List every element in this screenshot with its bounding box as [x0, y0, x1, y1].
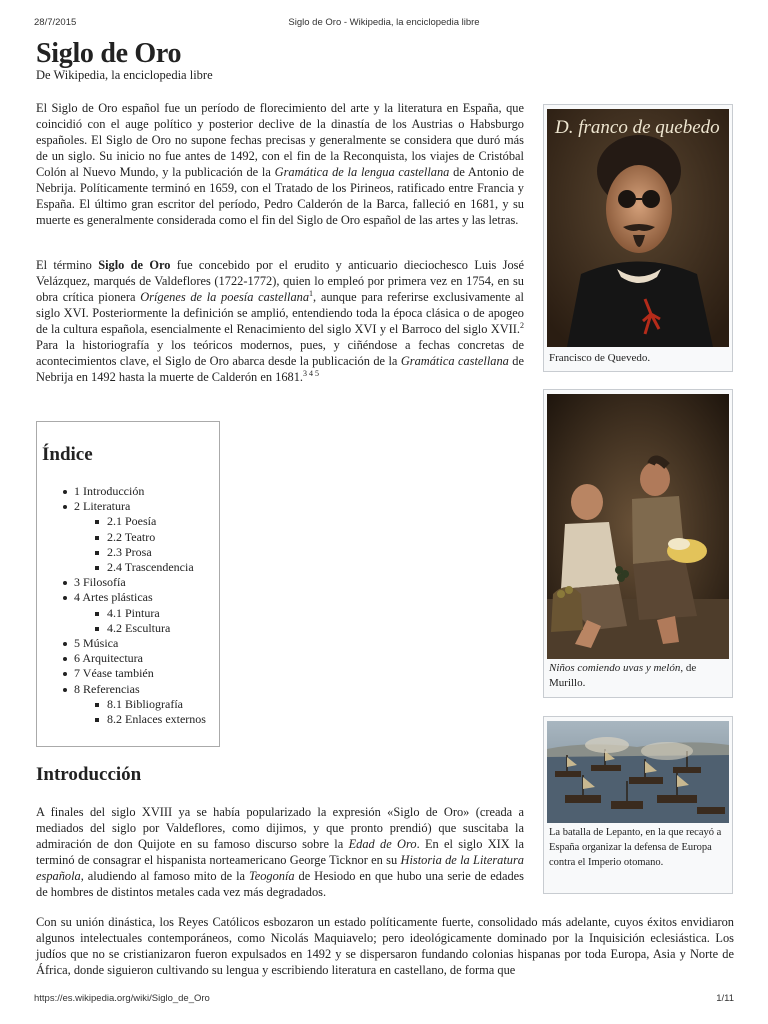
link-historia-literatura[interactable]: Historia de la Literatura española — [36, 853, 525, 883]
ref-2[interactable]: 2 — [520, 320, 524, 330]
toc-item[interactable]: 2.3 Prosa — [37, 545, 206, 560]
print-date: 28/7/2015 — [34, 17, 77, 28]
toc-item[interactable]: 4.1 Pintura — [37, 606, 206, 621]
link-gramatica-castellana[interactable]: Gramática castellana — [400, 354, 509, 368]
toc-item[interactable]: 5 Música — [37, 636, 206, 651]
paragraph-3: A finales del siglo XVIII ya se había popularizado la expresión «Siglo de Oro» (creada a mediados del siglo por Valdeflores, como dijimos, y que pronto prendió) que suscitaba la admiración de don Quijote en su famoso discurso sobre la Edad de Oro. En el siglo XIX la terminó de consagrar el hispanista norteamericano George Ticknor en su Historia de la Literatura española, aludiendo al famoso mito de la Teogonía de Hesiodo en que hubo una serie de edades de hombres de distintos metales cada vez más degradados. — [36, 805, 525, 899]
paragraph-2: El término Siglo de Oro fue concebido por el erudito y anticuario dieciochesco Luis José Velázquez, marqués de Valdeflores (1722-1772), quien lo empleó por primera vez en 1754, en su obra crítica pionera Orígenes de la poesía castellana$^1$, aunque para referirse exclusivamente al siglo XVI. Posteriormente la definición se amplió, entendiendo toda la época clásica o de apogeo de la cultura española, esencialmente el Renacimiento del siglo XVI y el Barroco del siglo XVII.$^2$ Para la historiografía y los teóricos modernos, pues, y ciñéndose a fechas concretas de acontecimientos clave, el Siglo de Oro abarca desde la publicación de la Gramática castellana de Nebrija en 1492 hasta la muerte de Calderón en 1681.$^{3 4 5}$ — [36, 258, 524, 384]
lepanto-painting-image[interactable] — [547, 721, 729, 823]
page-subtitle: De Wikipedia, la enciclopedia libre — [36, 68, 213, 82]
link-edad-de-oro[interactable]: Edad de Oro — [348, 837, 417, 851]
toc-item[interactable]: 1 Introducción — [37, 484, 206, 499]
murillo-painting-image[interactable] — [547, 394, 729, 659]
print-page-number: 1/11 — [716, 993, 734, 1004]
quevedo-inscription: D. franco de quebedo — [555, 117, 720, 138]
link-gramatica[interactable]: Gramática de la lengua castellana — [274, 165, 450, 179]
toc-item[interactable]: 2 Literatura — [37, 499, 206, 514]
toc-item[interactable]: 2.2 Teatro — [37, 530, 206, 545]
figure-lepanto — [543, 716, 733, 894]
toc-item[interactable]: 8.2 Enlaces externos — [37, 712, 206, 727]
print-header — [34, 17, 734, 31]
link-teogonia[interactable]: Teogonía — [248, 869, 295, 883]
page-title: Siglo de Oro — [36, 38, 182, 69]
paragraph-1: El Siglo de Oro español fue un período de florecimiento del arte y la literatura en España, que coincidió con el auge político y posterior declive de la dinastía de los Austrias o Habsburgo españoles. El Siglo de Oro no supone fechas precisas y generalmente se considera que duró más de un siglo. Su inicio no fue antes de 1492, con el fin de la Reconquista, los viajes de Cristóbal Colón al Nuevo Mundo, y la publicación de la Gramática de la lengua castellana de Antonio de Nebrija. Políticamente terminó en 1659, con el Tratado de los Pirineos, ratificado entre Francia y España. El último gran escritor del período, Pedro Calderón de la Barca, falleció en 1681, y su muerte es generalmente considerada como el fin del Siglo de Oro español de las artes y las letras. — [36, 101, 524, 227]
figure-quevedo — [543, 104, 733, 372]
term-siglo-de-oro: Siglo de Oro — [98, 258, 171, 272]
link-ninos-comiendo[interactable]: Niños comiendo uvas y melón — [549, 662, 681, 674]
link-origenes[interactable]: Orígenes de la poesía castellana — [140, 290, 310, 304]
toc-item[interactable]: 7 Véase también — [37, 666, 206, 681]
toc-list — [37, 484, 206, 727]
table-of-contents — [36, 421, 220, 747]
toc-item[interactable]: 4.2 Escultura — [37, 621, 206, 636]
print-footer — [34, 993, 734, 1007]
ref-3-4-5[interactable]: 3 4 5 — [303, 368, 319, 378]
paragraph-4: Con su unión dinástica, los Reyes Católicos esbozaron un estado políticamente fuerte, consolidado más adelante, cuyos éxitos envidiaron algunos intelectuales contemporáneos, como Nicolás Maquiavelo; pero ideológicamente dominado por la Inquisición eclesiástica. Los judíos que no se cristianizaron fueron expulsados en 1492 y se dispersaron fundando colonias hispanas por toda Europa, Asia y Norte de África, donde siguieron cultivando su lengua y escribiendo literatura en castellano, de forma que — [36, 915, 734, 977]
toc-item[interactable]: 8 Referencias — [37, 682, 206, 697]
caption-quevedo: Francisco de Quevedo. — [549, 352, 651, 364]
caption-murillo: Niños comiendo uvas y melón, de Murillo. — [549, 662, 697, 689]
print-url: https://es.wikipedia.org/wiki/Siglo_de_Oro — [34, 993, 210, 1004]
toc-item[interactable]: 4 Artes plásticas — [37, 590, 206, 605]
toc-item[interactable]: 3 Filosofía — [37, 575, 206, 590]
quevedo-portrait-image[interactable] — [547, 109, 729, 347]
caption-lepanto: La batalla de Lepanto, en la que recayó a España organizar la defensa de Europa contra el Imperio otomano. — [549, 827, 722, 868]
toc-title: Índice — [42, 444, 93, 465]
toc-item[interactable]: 6 Arquitectura — [37, 651, 206, 666]
toc-item[interactable]: 2.4 Trascendencia — [37, 560, 206, 575]
section-heading-introduccion: Introducción — [36, 764, 142, 785]
ref-1[interactable]: 1 — [309, 288, 314, 298]
toc-item[interactable]: 8.1 Bibliografía — [37, 697, 206, 712]
print-title: Siglo de Oro - Wikipedia, la enciclopedia libre — [288, 17, 480, 28]
figure-murillo — [543, 389, 733, 698]
toc-item[interactable]: 2.1 Poesía — [37, 514, 206, 529]
